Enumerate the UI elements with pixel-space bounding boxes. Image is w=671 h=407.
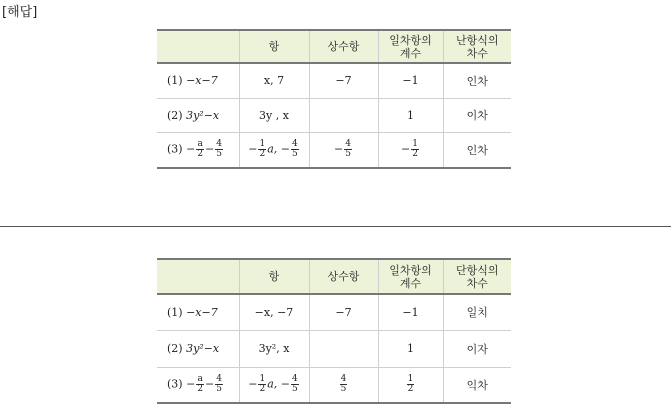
table-row: [157, 367, 511, 403]
expression: −x−7: [186, 305, 218, 319]
degree-cell: 인차: [443, 63, 511, 98]
header-terms: 항: [239, 259, 309, 294]
item-number: (3): [167, 377, 183, 391]
table-row: [157, 294, 511, 330]
numerator: 1: [259, 374, 266, 385]
table-row: [157, 330, 511, 367]
table-row: [157, 98, 511, 132]
fraction: [291, 375, 299, 394]
denominator: 5: [292, 384, 298, 395]
fraction: [258, 375, 266, 394]
numerator: a: [197, 374, 203, 385]
terms-cell: [239, 132, 309, 168]
answer-label: [해답]: [2, 5, 38, 20]
numerator: 4: [345, 139, 351, 150]
coef-cell: −1: [378, 294, 443, 330]
fraction: [340, 375, 348, 394]
header-row: [157, 259, 511, 294]
expr-cell: [157, 98, 239, 132]
numerator: 1: [412, 139, 418, 150]
header-coef: 일차항의 계수: [378, 30, 443, 63]
header-constant: 상수항: [309, 30, 378, 63]
item-number: (2): [167, 108, 183, 122]
header-blank: [157, 259, 239, 294]
coef-cell: [378, 132, 443, 168]
item-number: (1): [167, 74, 183, 88]
terms-cell: −x, −7: [239, 294, 309, 330]
constant-sign: −: [334, 142, 344, 156]
fraction: [215, 375, 223, 394]
expr-operator: −: [205, 377, 215, 391]
denominator: 2: [259, 149, 266, 160]
fraction: [344, 140, 352, 159]
numerator: 4: [340, 374, 347, 385]
denominator: 2: [259, 384, 266, 395]
term-sign: −: [248, 377, 258, 391]
fraction: [196, 140, 204, 159]
constant-cell: −7: [309, 294, 378, 330]
divider-line: [0, 226, 671, 227]
constant-cell: −7: [309, 63, 378, 98]
denominator: 5: [340, 384, 347, 395]
fraction: [258, 140, 266, 159]
denominator: 2: [197, 149, 204, 160]
terms-cell: [239, 367, 309, 403]
term-variable: a,: [267, 142, 278, 156]
constant-cell: [309, 132, 378, 168]
terms-cell: 3y², x: [239, 330, 309, 367]
item-number: (3): [167, 142, 183, 156]
answer-table-bottom: [157, 258, 511, 404]
expr-sign: −: [186, 142, 196, 156]
expr-operator: −: [205, 142, 215, 156]
fraction: [411, 140, 419, 159]
expr-cell: [157, 294, 239, 330]
numerator: 4: [216, 374, 222, 385]
header-constant: 상수항: [309, 259, 378, 294]
constant-cell: [309, 330, 378, 367]
expr-cell: [157, 330, 239, 367]
constant-cell: [309, 98, 378, 132]
header-coef: 일차항의 계수: [378, 259, 443, 294]
fraction: [407, 375, 415, 394]
denominator: 2: [407, 384, 414, 395]
numerator: a: [197, 139, 203, 150]
numerator: 4: [292, 139, 298, 150]
terms-cell: x, 7: [239, 63, 309, 98]
denominator: 5: [345, 149, 351, 160]
expr-cell: [157, 367, 239, 403]
table-row: [157, 132, 511, 168]
coef-cell: 1: [378, 330, 443, 367]
degree-cell: 이자: [443, 330, 511, 367]
denominator: 5: [292, 149, 298, 160]
expression: 3y²−x: [186, 342, 220, 355]
expression: −x−7: [186, 74, 218, 88]
table-row: [157, 63, 511, 98]
coef-cell: 1: [378, 98, 443, 132]
constant-cell: [309, 367, 378, 403]
term-sign: −: [280, 142, 290, 156]
numerator: 4: [292, 374, 298, 385]
terms-cell: 3y , x: [239, 98, 309, 132]
expr-cell: [157, 63, 239, 98]
denominator: 2: [197, 384, 204, 395]
denominator: 5: [216, 149, 222, 160]
answer-table-top: [157, 29, 511, 169]
denominator: 5: [216, 384, 222, 395]
fraction: [196, 375, 204, 394]
expr-cell: [157, 132, 239, 168]
term-variable: a,: [267, 377, 278, 391]
degree-cell: 이차: [443, 98, 511, 132]
coef-sign: −: [401, 142, 411, 156]
expr-sign: −: [186, 377, 196, 391]
numerator: 4: [216, 139, 222, 150]
item-number: (1): [167, 305, 183, 319]
item-number: (2): [167, 342, 183, 355]
header-degree: 단항식의 차수: [443, 259, 511, 294]
expression: 3y²−x: [186, 108, 220, 122]
degree-cell: 익차: [443, 367, 511, 403]
degree-cell: 인차: [443, 132, 511, 168]
term-sign: −: [248, 142, 258, 156]
numerator: 1: [407, 374, 414, 385]
fraction: [215, 140, 223, 159]
coef-cell: [378, 367, 443, 403]
coef-cell: −1: [378, 63, 443, 98]
term-sign: −: [280, 377, 290, 391]
header-blank: [157, 30, 239, 63]
header-degree: 난항식의 차수: [443, 30, 511, 63]
denominator: 2: [412, 149, 418, 160]
degree-cell: 일치: [443, 294, 511, 330]
header-row: [157, 30, 511, 63]
fraction: [291, 140, 299, 159]
header-terms: 항: [239, 30, 309, 63]
numerator: 1: [259, 139, 266, 150]
